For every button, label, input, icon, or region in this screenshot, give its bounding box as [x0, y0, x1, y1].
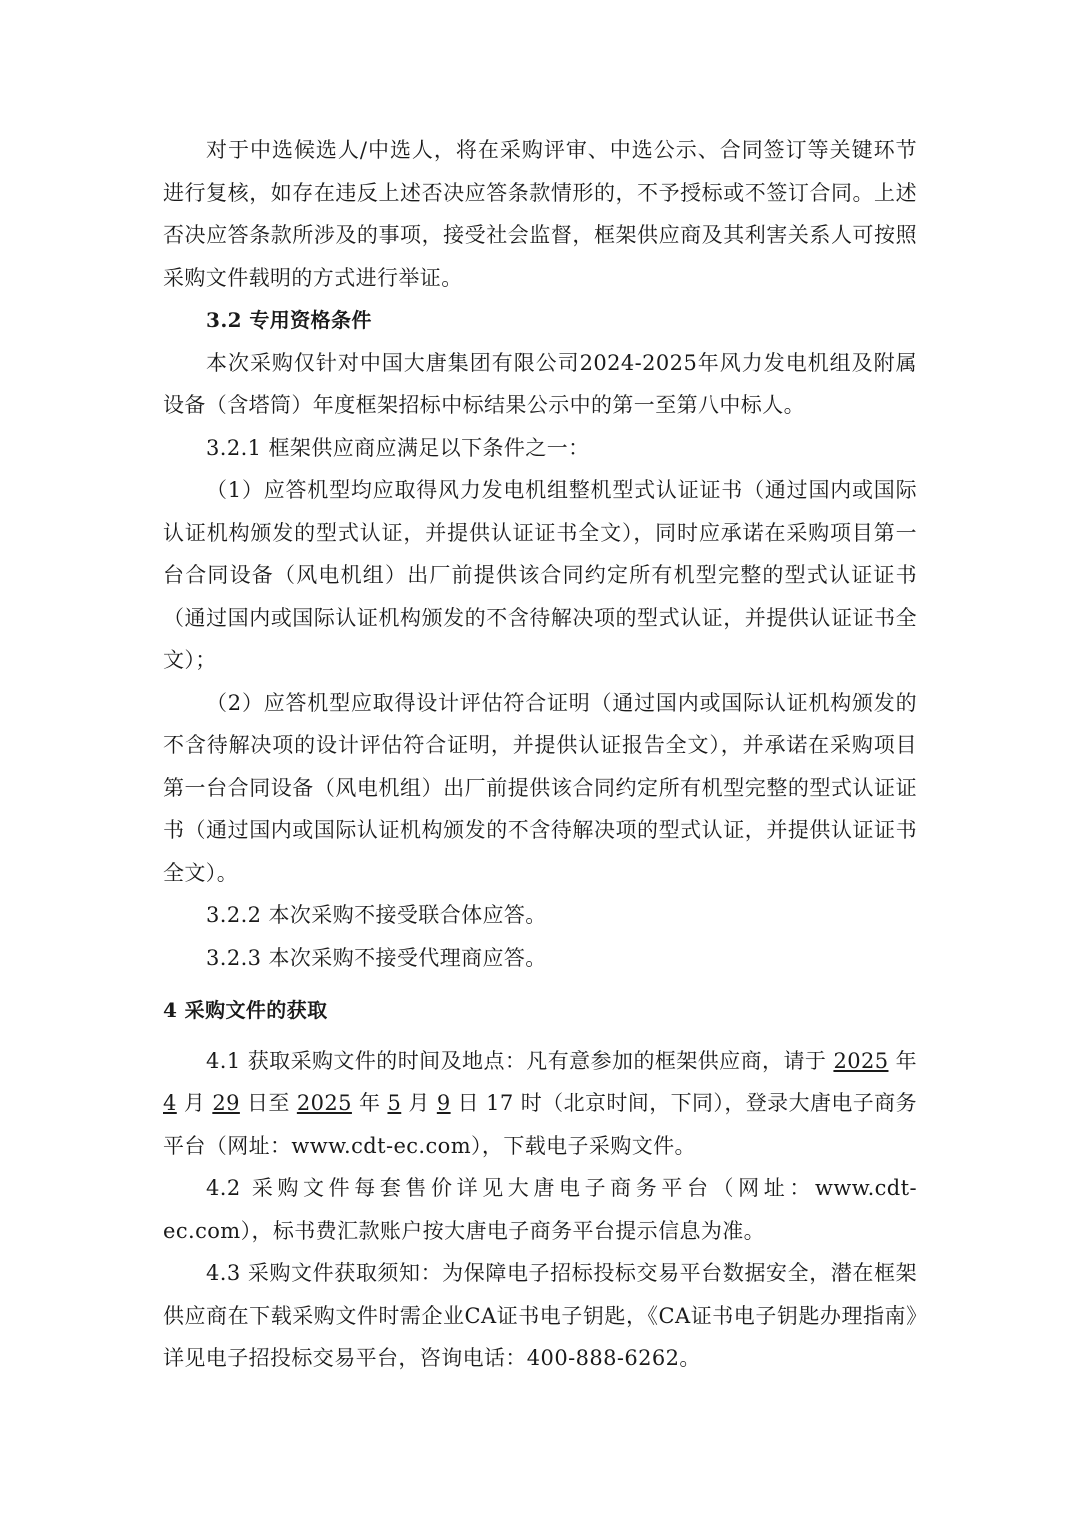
start-month: 4: [163, 1091, 177, 1115]
item-4-1-text: 月: [176, 1091, 213, 1115]
item-3-2-3: 3.2.3 本次采购不接受代理商应答。: [206, 945, 547, 970]
item-4-1: [163, 1040, 917, 1168]
item-4-1-text: 年: [888, 1048, 917, 1073]
end-day: 9: [436, 1091, 451, 1115]
document-body: [163, 129, 917, 1380]
condition-1: （1）应答机型均应取得风力发电机组整机型式认证证书（通过国内或国际认证机构颁发的型式认证，并提供认证证书全文），同时应承诺在采购项目第一台合同设备（风电机组）出厂前提供该合同约定所有机型完整的型式认证证书（通过国内或国际认证机构颁发的不含待解决项的型式认证，并提供认证证书全文）；: [163, 478, 917, 672]
condition-2: （2）应答机型应取得设计评估符合证明（通过国内或国际认证机构颁发的不含待解决项的设计评估符合证明，并提供认证报告全文），并承诺在采购项目第一台合同设备（风电机组）出厂前提供该合同约定所有机型完整的型式认证证书（通过国内或国际认证机构颁发的不含待解决项的型式认证，并提供认证证书全文）。: [163, 690, 917, 885]
item-4-3: 4.3 采购文件获取须知：为保障电子招标投标交易平台数据安全，潜在框架供应商在下载采购文件时需企业CA证书电子钥匙，《CA证书电子钥匙办理指南》详见电子招投标交易平台，咨询电话：400-888-6262。: [163, 1261, 917, 1370]
item-3-2-2: 3.2.2 本次采购不接受联合体应答。: [206, 903, 547, 927]
end-month: 5: [387, 1091, 402, 1115]
item-4-2: 4.2 采购文件每套售价详见大唐电子商务平台（网址：www.cdt-ec.com），标书费汇款账户按大唐电子商务平台提示信息为准。: [163, 1176, 917, 1243]
start-year: 2025: [833, 1048, 889, 1073]
item-4-1-prefix: 4.1 获取采购文件的时间及地点：凡有意参加的框架供应商，请于: [206, 1048, 834, 1073]
item-4-1-suffix: 日 17 时（北京时间，下同），登录大唐电子商务平台（网址：www.cdt-ec.com），下载电子采购文件。: [163, 1091, 917, 1158]
item-4-1-text: 月: [401, 1091, 437, 1115]
item-4-1-text: 年: [351, 1091, 388, 1115]
item-4-1-text: 日至: [239, 1091, 297, 1115]
heading-3-2: 3.2 专用资格条件: [206, 308, 372, 332]
heading-4: 4 采购文件的获取: [163, 998, 328, 1022]
paragraph-review: 对于中选候选人/中选人，将在采购评审、中选公示、合同签订等关键环节进行复核，如存在违反上述否决应答条款情形的，不予授标或不签订合同。上述否决应答条款所涉及的事项，接受社会监督，框架供应商及其利害关系人可按照采购文件载明的方式进行举证。: [163, 138, 917, 290]
end-year: 2025: [296, 1091, 352, 1115]
paragraph-3-2-intro: 本次采购仅针对中国大唐集团有限公司2024-2025年风力发电机组及附属设备（含塔筒）年度框架招标中标结果公示中的第一至第八中标人。: [163, 350, 917, 417]
start-day: 29: [212, 1091, 240, 1115]
item-3-2-1: 3.2.1 框架供应商应满足以下条件之一：: [206, 435, 590, 460]
